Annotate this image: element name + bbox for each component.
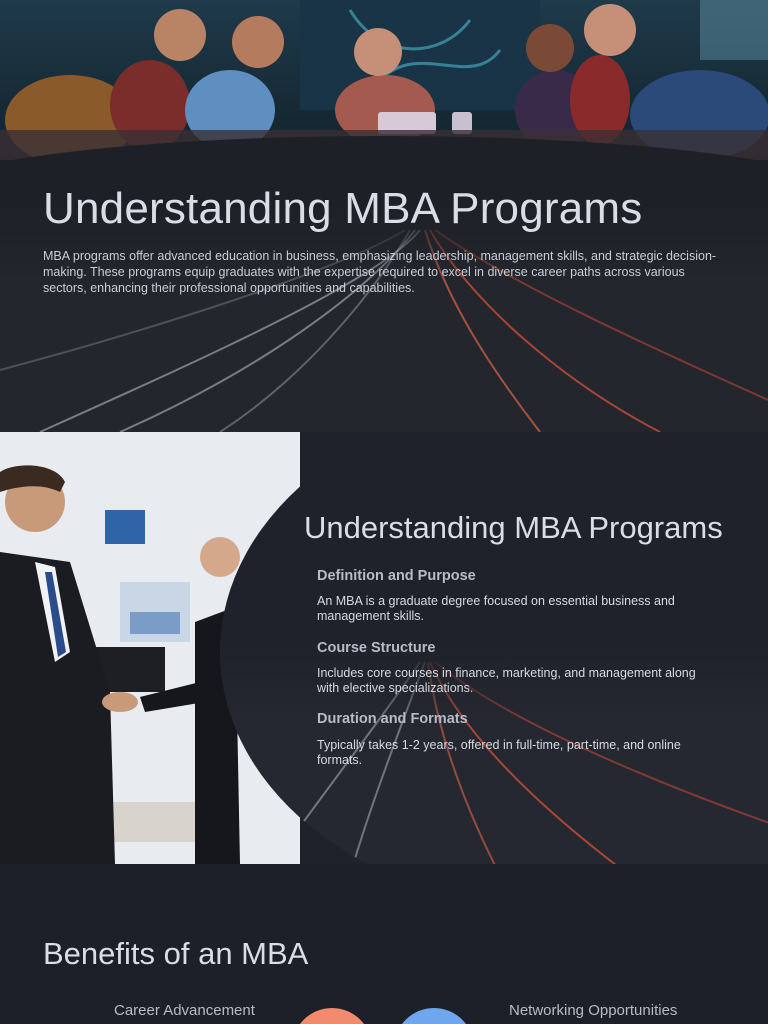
benefit-career-advancement: Career Advancement [114,1002,255,1019]
slide-intro [0,0,768,432]
highway-light-trails [0,200,768,432]
section-title: Understanding MBA Programs [304,510,723,545]
slide-benefits [0,864,768,1024]
item-title-definition: Definition and Purpose [317,568,476,584]
benefits-title: Benefits of an MBA [43,936,309,971]
benefit-circle-networking [394,1008,474,1024]
page-title: Understanding MBA Programs [43,184,643,233]
item-desc-course-structure: Includes core courses in finance, marketing, and management along with elective specializations. [317,666,696,695]
item-title-duration: Duration and Formats [317,711,468,727]
item-title-course-structure: Course Structure [317,640,436,656]
intro-description: MBA programs offer advanced education in business, emphasizing leadership, management skills, and strategic decision-making. These programs equip graduates with the expertise required to excel in diverse career paths across various sectors, enhancing their professional opportunities and capabilities. [43,249,717,295]
slide-understanding [0,432,768,864]
item-desc-definition: An MBA is a graduate degree focused on essential business and management skills. [317,594,675,623]
benefit-networking: Networking Opportunities [509,1002,678,1019]
content-panel [220,432,768,864]
benefit-circle-career [292,1008,372,1024]
item-desc-duration: Typically takes 1-2 years, offered in full-time, part-time, and online formats. [317,738,681,767]
